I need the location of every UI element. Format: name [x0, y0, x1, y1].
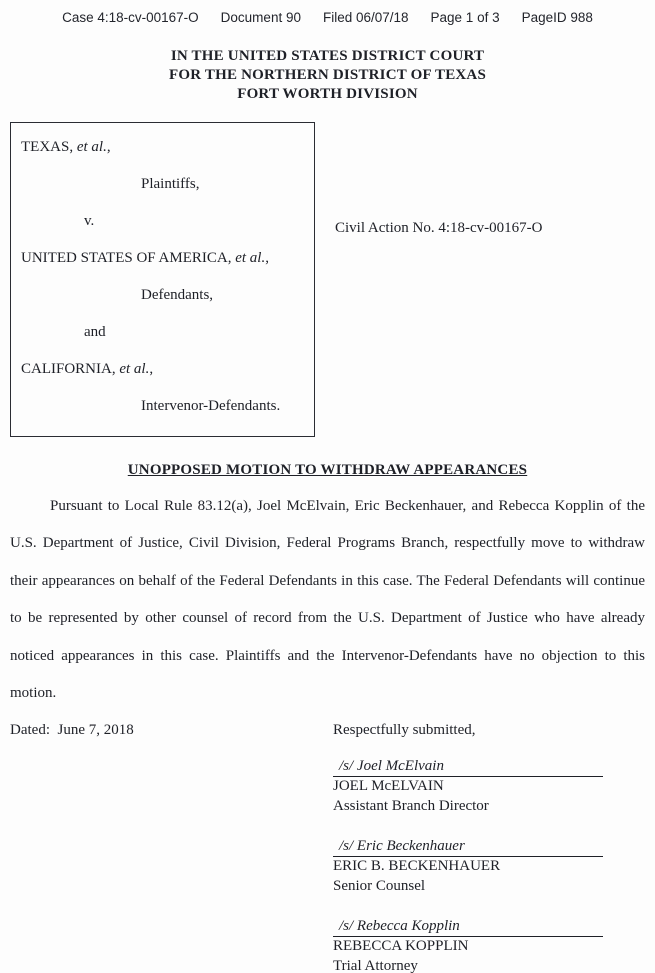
respectfully-submitted-label: Respectfully submitted,: [333, 722, 476, 739]
signer-title: Assistant Branch Director: [333, 797, 489, 814]
party-role-intervenor-defendants: [11, 396, 314, 416]
party-plaintiff-name: [11, 137, 314, 157]
party-text: CALIFORNIA,: [21, 361, 120, 377]
signer-name: JOEL McELVAIN: [333, 778, 444, 795]
et-al-text: et al.: [76, 139, 107, 155]
role-text: Defendants,: [141, 287, 214, 303]
party-text-suffix: ,: [149, 361, 154, 377]
signature-block-beckenhauer: [333, 837, 645, 896]
signature-line: [333, 837, 603, 857]
docket-stamp: [10, 10, 645, 26]
party-text: UNITED STATES OF AMERICA,: [21, 250, 236, 266]
motion-body-paragraph: Pursuant to Local Rule 83.12(a), Joel McElvain, Eric Beckenhauer, and Rebecca Kopplin of the U.S. Department of Justice, Civil Division, Federal Programs Branch, respectfully move to withdraw their appearances on behalf of the Federal Defendants in this case. The Federal Defendants will continue to be represented by other counsel of record from the U.S. Department of Justice who have already noticed appearances in this case. Plaintiffs and the Intervenor-Defendants have no objection to this motion.: [10, 498, 645, 702]
signer-name: REBECCA KOPPLIN: [333, 938, 469, 955]
signature-text: /s/ Eric Beckenhauer: [339, 838, 465, 855]
motion-title: UNOPPOSED MOTION TO WITHDRAW APPEARANCES: [127, 462, 528, 478]
et-al-text: et al.: [235, 250, 266, 266]
docket-case-number: Case 4:18-cv-00167-O: [62, 10, 199, 25]
signature-line: [333, 917, 603, 937]
and-label: [11, 322, 314, 342]
role-text: Intervenor-Defendants.: [141, 398, 281, 414]
civil-action-number: Civil Action No. 4:18-cv-00167-O: [335, 220, 543, 236]
versus-label: [11, 211, 314, 231]
signer-name: ERIC B. BECKENHAUER: [333, 858, 501, 875]
signature-block-kopplin: [333, 917, 645, 973]
party-text-suffix: ,: [265, 250, 269, 266]
court-heading-line-2: FOR THE NORTHERN DISTRICT OF TEXAS: [168, 67, 487, 83]
docket-page-number: Page 1 of 3: [430, 10, 500, 25]
signer-title: Trial Attorney: [333, 957, 418, 973]
docket-document-number: Document 90: [220, 10, 301, 25]
signature-text: /s/ Joel McElvain: [339, 758, 444, 775]
docket-pageid: PageID 988: [521, 10, 593, 25]
caption-box: [10, 122, 315, 437]
versus-text: v.: [84, 213, 95, 229]
party-defendant-name: [11, 248, 314, 268]
signature-text: /s/ Rebecca Kopplin: [339, 918, 460, 935]
and-text: and: [84, 324, 106, 340]
party-text-suffix: ,: [106, 139, 111, 155]
court-heading-line-3: FORT WORTH DIVISION: [237, 86, 418, 102]
party-intervenor-name: [11, 359, 314, 379]
closing-row: [10, 720, 645, 740]
et-al-text: et al.: [119, 361, 150, 377]
court-heading-line-1: IN THE UNITED STATES DISTRICT COURT: [170, 48, 485, 64]
court-heading: [10, 47, 645, 104]
party-role-plaintiffs: [11, 174, 314, 194]
signer-title: Senior Counsel: [333, 877, 426, 894]
case-caption: [10, 122, 645, 437]
signature-line: [333, 757, 603, 777]
party-role-defendants: [11, 285, 314, 305]
signature-column: [333, 757, 645, 973]
dated-label: Dated: June 7, 2018: [10, 722, 134, 739]
docket-filed-date: Filed 06/07/18: [322, 10, 409, 25]
signature-block-mcelvain: [333, 757, 645, 816]
role-text: Plaintiffs,: [141, 176, 200, 192]
party-text: TEXAS,: [21, 139, 77, 155]
